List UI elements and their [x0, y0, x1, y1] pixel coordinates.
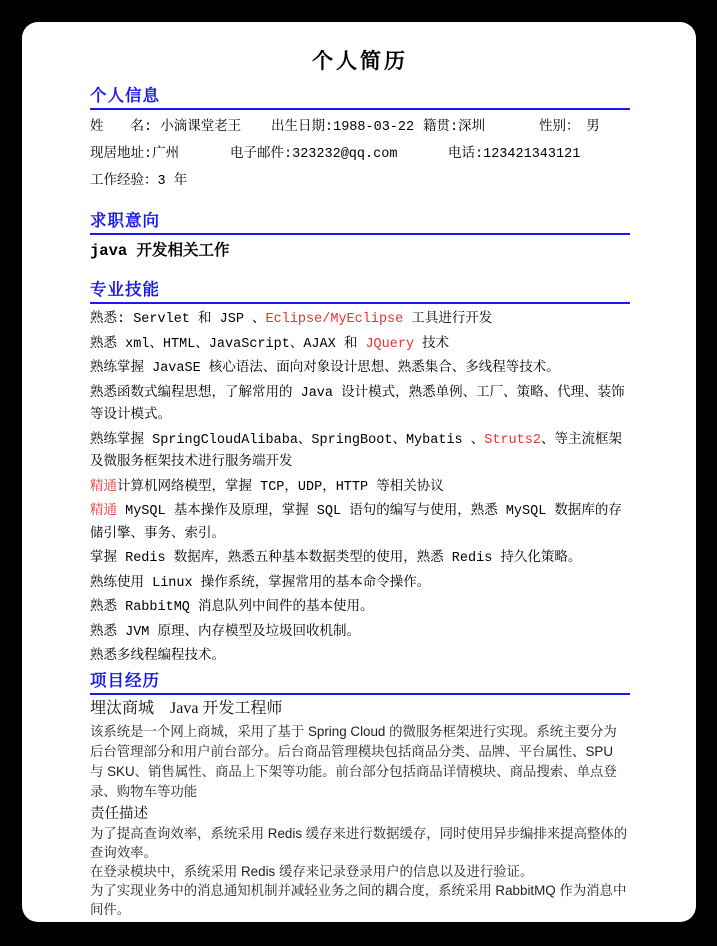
personal-info-row-1	[90, 114, 630, 141]
project-description: 该系统是一个网上商城，采用了基于 Spring Cloud 的微服务框架进行实现。系统主要分为后台管理部分和用户前台部分。后台商品管理模块包括商品分类、品牌、平台属性、SPU 与 SKU、销售属性、商品上下架等功能。前台部分包括商品详情模块、商品搜索、单点登录、购物车等功能	[90, 723, 617, 799]
skill-text-segment: 熟悉多线程编程技术。	[90, 649, 225, 664]
skill-line	[90, 383, 630, 428]
skill-line	[90, 646, 630, 669]
section-personal-info	[90, 86, 630, 195]
field-email: 电子邮件:323232@qq.com	[230, 147, 398, 162]
skill-text-segment: 工具进行开发	[403, 312, 493, 327]
skill-text-segment: 、等主流框架及微服务框架技术进行服务端开发	[90, 432, 622, 470]
skill-highlight-segment: Eclipse/MyEclipse	[265, 312, 404, 327]
skill-line	[90, 309, 630, 332]
responsibility-item: 在登录模块中，系统采用 Redis 缓存来记录登录用户的信息以及进行验证。	[90, 863, 534, 879]
skill-line	[90, 358, 630, 381]
personal-info-heading: 个人信息	[90, 86, 630, 110]
project-title: 埋汰商城 Java 开发工程师	[90, 699, 283, 717]
skill-highlight-segment: JQuery	[365, 336, 415, 352]
skill-text-segment: MySQL 基本操作及原理，掌握 SQL 语句的编写与使用，熟悉 MySQL 数据库的存储引擎、事务、索引。	[90, 504, 622, 542]
skill-line	[90, 430, 630, 475]
skill-line	[90, 548, 630, 571]
skill-line	[90, 622, 630, 645]
resume-page	[22, 22, 696, 922]
field-native-place: 籍贯:深圳	[423, 120, 486, 135]
personal-info-row-3	[90, 168, 630, 195]
personal-info-rows	[90, 110, 630, 195]
field-name: 姓 名: 小滴课堂老王	[90, 120, 242, 135]
skill-text-segment: 熟悉: Servlet 和 JSP 、	[90, 312, 266, 327]
skill-text-segment: 熟悉 JVM 原理、内存模型及垃圾回收机制。	[90, 624, 361, 640]
skill-highlight-segment: Struts2	[484, 432, 541, 448]
field-experience: 工作经验：3 年	[90, 174, 188, 189]
field-gender: 性别： 男	[539, 120, 600, 135]
skill-text-segment: 技术	[414, 336, 450, 352]
skills-heading: 专业技能	[90, 280, 630, 304]
skill-text-segment: 计算机网络模型，掌握 TCP，UDP，HTTP 等相关协议	[117, 479, 444, 495]
personal-info-row-2	[90, 141, 630, 168]
skill-line	[90, 477, 630, 500]
skill-text-segment: 熟悉 RabbitMQ 消息队列中间件的基本使用。	[90, 600, 374, 615]
job-intention-text: java 开发相关工作	[90, 242, 230, 260]
skill-text-segment: 掌握 Redis 数据库，熟悉五种基本数据类型的使用，熟悉 Redis 持久化策略。	[90, 551, 582, 566]
projects-heading: 项目经历	[90, 671, 630, 695]
responsibility-heading: 责任描述	[90, 805, 148, 822]
field-birth-date: 出生日期:1988-03-22	[271, 120, 415, 135]
field-phone: 电话:123421343121	[448, 147, 581, 162]
skill-text-segment: 熟悉 xml、HTML、JavaScript、AJAX 和	[90, 336, 366, 352]
skill-highlight-segment: 精通	[90, 479, 117, 495]
skill-text-segment: 熟练掌握 JavaSE 核心语法、面向对象设计思想、熟悉集合、多线程等技术。	[90, 361, 560, 376]
skill-text-segment: 熟悉函数式编程思想，了解常用的 Java 设计模式，熟悉单例、工厂、策略、代理、装饰等设计模式。	[90, 385, 625, 423]
skill-highlight-segment: 精通	[90, 504, 117, 519]
field-address: 现居地址:广州	[90, 147, 180, 162]
section-projects	[90, 671, 630, 919]
skills-list	[90, 304, 630, 669]
skill-text-segment: 熟练使用 Linux 操作系统，掌握常用的基本命令操作。	[90, 575, 431, 591]
job-intention-heading: 求职意向	[90, 211, 630, 235]
responsibility-item: 为了提高查询效率，系统采用 Redis 缓存来进行数据缓存，同时使用异步编排来提高整体的查询效率。	[90, 825, 628, 860]
project-body	[90, 722, 630, 919]
document-title: 个人简历	[312, 49, 408, 73]
skill-text-segment: 熟练掌握 SpringCloudAlibaba、SpringBoot、Mybatis 、	[90, 432, 485, 448]
skill-line	[90, 501, 630, 546]
section-job-intention	[90, 211, 630, 262]
section-skills	[90, 280, 630, 669]
skill-line	[90, 573, 630, 596]
skill-line	[90, 597, 630, 620]
skill-line	[90, 334, 630, 357]
responsibility-item: 为了实现业务中的消息通知机制并减轻业务之间的耦合度，系统采用 RabbitMQ 作为消息中间件。	[90, 882, 627, 917]
